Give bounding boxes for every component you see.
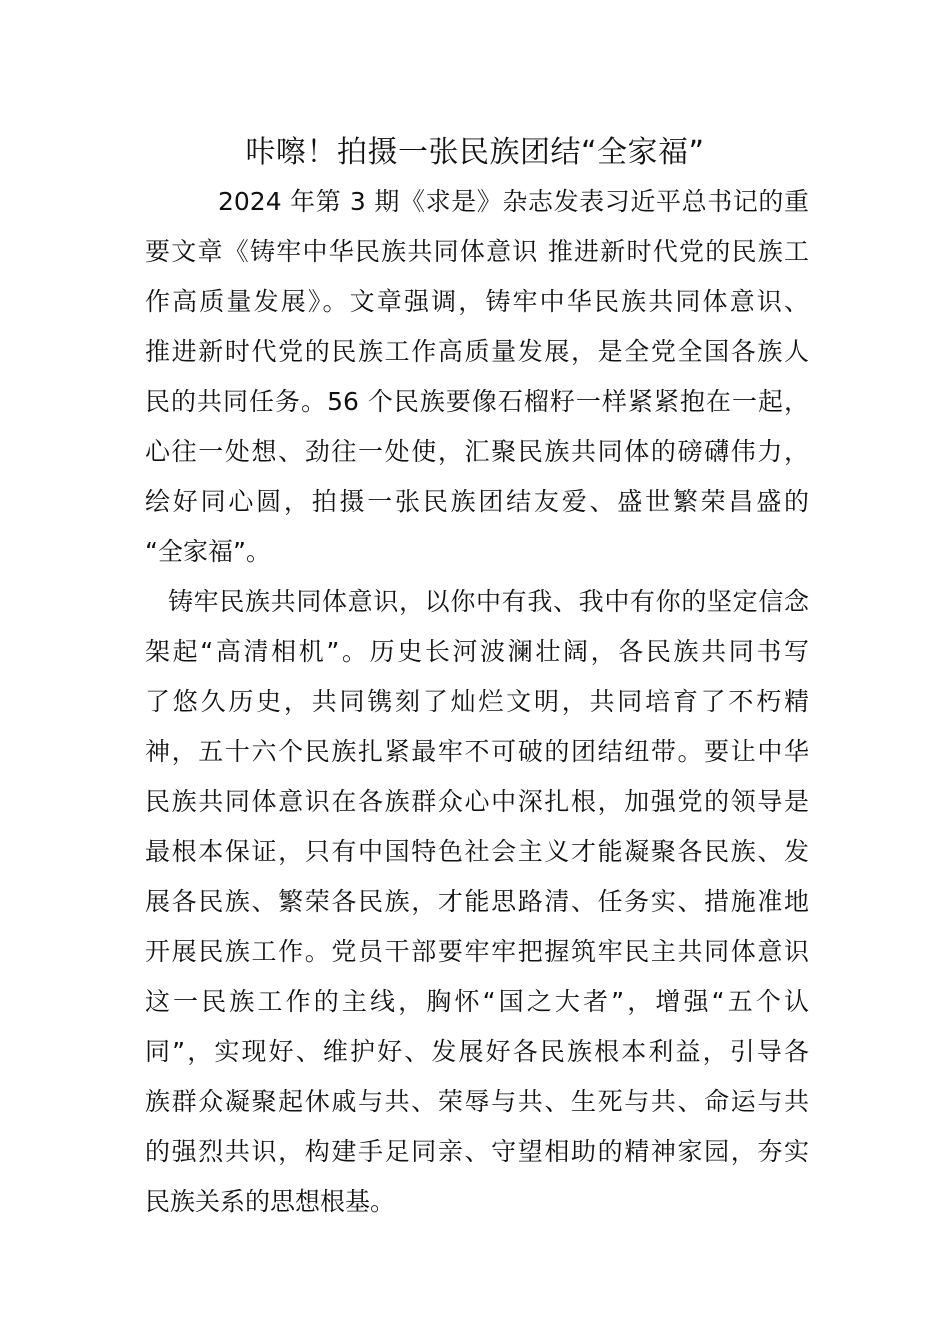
paragraph-2-line-2: 架起“高清相机”。历史长河波澜壮阔，各民族共同书写 [145, 637, 809, 666]
document-title: 咔嚓！拍摄一张民族团结“全家福” [245, 135, 705, 170]
paragraph-1-line-7: 绘好同心圆，拍摄一张民族团结友爱、盛世繁荣昌盛的 [145, 487, 809, 516]
paragraph-2-line-7: 展各民族、繁荣各民族，才能思路清、任务实、措施准地 [145, 887, 809, 916]
paragraph-2-line-13: 民族关系的思想根基。 [145, 1187, 396, 1216]
paragraph-1-line-6: 心往一处想、劲往一处使，汇聚民族共同体的磅礴伟力， [145, 437, 809, 466]
paragraph-2-line-12: 的强烈共识，构建手足同亲、守望相助的精神家园，夯实 [145, 1137, 809, 1166]
paragraph-2-line-11: 族群众凝聚起休戚与共、荣辱与共、生死与共、命运与共 [145, 1087, 809, 1116]
paragraph-1-line-3: 作高质量发展》。文章强调，铸牢中华民族共同体意识、 [145, 287, 809, 316]
paragraph-1-line-5: 民的共同任务。56 个民族要像石榴籽一样紧紧抱在一起， [145, 387, 809, 416]
paragraph-2-line-4: 神，五十六个民族扎紧最牢不可破的团结纽带。要让中华 [145, 737, 809, 766]
paragraph-2-line-10: 同”，实现好、维护好、发展好各民族根本利益，引导各 [145, 1037, 809, 1066]
paragraph-2-line-5: 民族共同体意识在各族群众心中深扎根，加强党的领导是 [145, 787, 809, 816]
paragraph-1-line-1: 2024 年第 3 期《求是》杂志发表习近平总书记的重 [218, 187, 809, 216]
paragraph-2-line-8: 开展民族工作。党员干部要牢牢把握筑牢民主共同体意识 [145, 937, 809, 966]
paragraph-1-line-2: 要文章《铸牢中华民族共同体意识 推进新时代党的民族工 [145, 237, 809, 266]
paragraph-2-line-1: 铸牢民族共同体意识，以你中有我、我中有你的坚定信念 [168, 587, 809, 616]
paragraph-2-line-6: 最根本保证，只有中国特色社会主义才能凝聚各民族、发 [145, 837, 809, 866]
paragraph-1-line-8: “全家福”。 [145, 537, 271, 566]
paragraph-2-line-3: 了悠久历史，共同镌刻了灿烂文明，共同培育了不朽精 [145, 687, 809, 716]
paragraph-2-line-9: 这一民族工作的主线，胸怀“国之大者”，增强“五个认 [145, 987, 809, 1016]
paragraph-1-line-4: 推进新时代党的民族工作高质量发展，是全党全国各族人 [145, 337, 809, 366]
